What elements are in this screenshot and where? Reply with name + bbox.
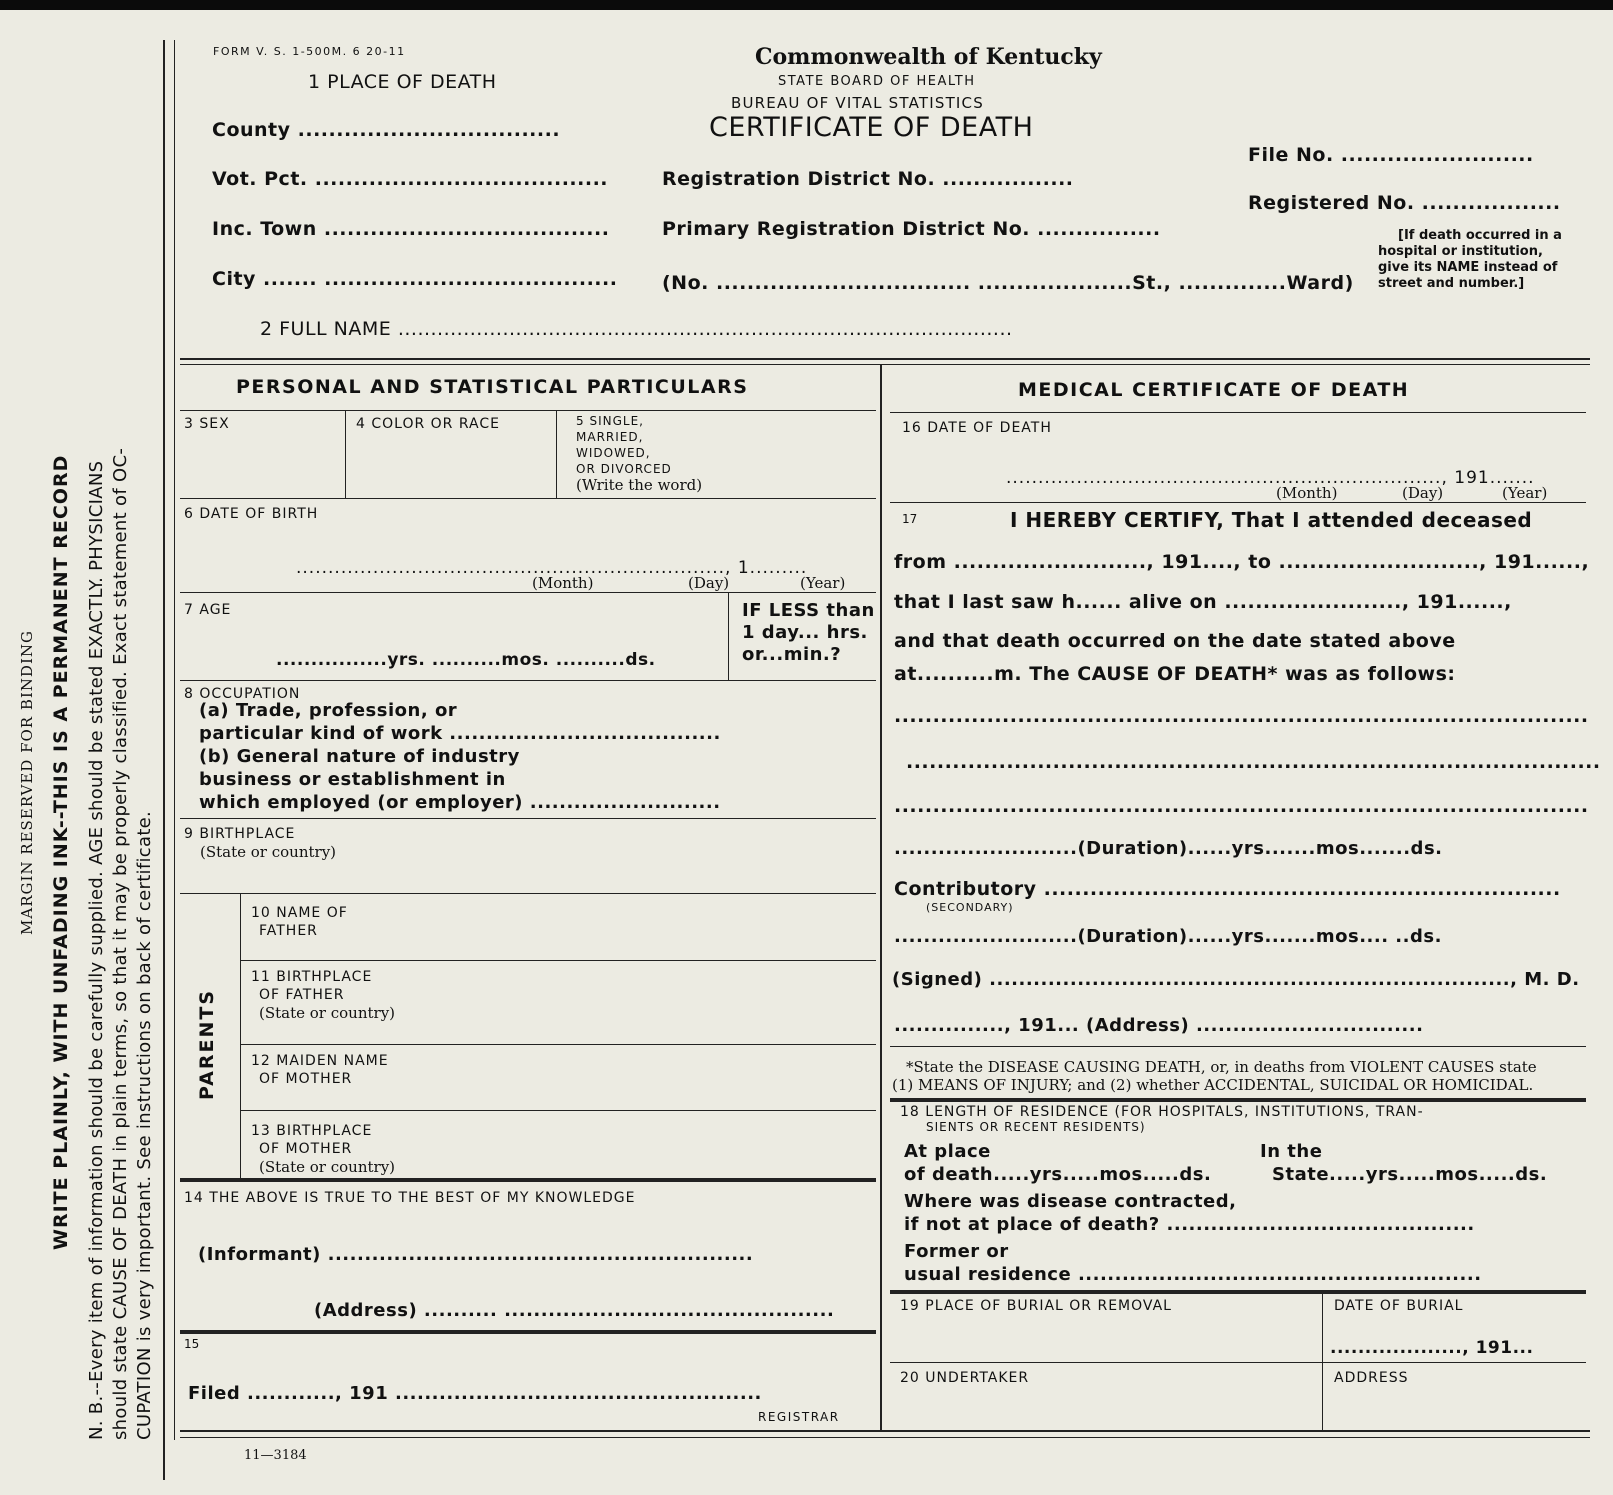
column-divider (880, 364, 882, 1430)
mother-name-label: 12 MAIDEN NAME OF MOTHER (251, 1053, 389, 1087)
rule-father-birthplace (240, 1044, 876, 1045)
birth-date-label: 6 DATE OF BIRTH (184, 506, 319, 522)
rule-father-name (240, 960, 876, 961)
secondary-caption: (SECONDARY) (926, 901, 1014, 914)
race-marital-divider (556, 410, 557, 498)
race-label: 4 COLOR OR RACE (356, 416, 500, 432)
parents-label: PARENTS (196, 988, 218, 1100)
death-year-caption: (Year) (1502, 484, 1548, 502)
header-divider-thin (180, 364, 1590, 365)
informant-field[interactable]: (Informant) .......................................................... (198, 1244, 754, 1265)
occupation-label: 8 OCCUPATION (184, 686, 301, 702)
rule-medical-heading (890, 412, 1586, 413)
cause-of-death-label[interactable]: at..........m. The CAUSE OF DEATH* was as follows: (894, 663, 1456, 685)
undertaker-label: 20 UNDERTAKER (900, 1370, 1030, 1386)
street-ward-field[interactable]: (No. ................................. ....................St., ..............Ward) (662, 272, 1354, 294)
occupation-a-field[interactable]: particular kind of work ..................................... (199, 723, 721, 744)
item-15-label: 15 (184, 1337, 200, 1351)
file-number-field[interactable]: File No. ......................... (1248, 144, 1534, 166)
hospital-note: [If death occurred in a hospital or institution, give its NAME instead of street and number.] (1378, 228, 1562, 291)
physician-signature-field[interactable]: (Signed) ......................................................................., M. D. (892, 969, 1580, 990)
margin-rule (163, 40, 165, 1480)
full-name-field[interactable]: 2 FULL NAME .............................................................................................. (260, 318, 1013, 340)
residence-label-2: SIENTS OR RECENT RESIDENTS) (926, 1120, 1146, 1134)
burial-place-label: 19 PLACE OF BURIAL OR REMOVAL (900, 1298, 1172, 1314)
top-edge (0, 0, 1613, 10)
burial-date-label: DATE OF BURIAL (1334, 1298, 1464, 1314)
birth-year-caption: (Year) (800, 574, 846, 592)
medical-heading: MEDICAL CERTIFICATE OF DEATH (1018, 379, 1410, 401)
marital-status-label: 5 SINGLE, MARRIED, WIDOWED, OR DIVORCED (Write the word) (576, 414, 703, 494)
cause-line-1[interactable]: .......................................................................................... (894, 705, 1589, 727)
death-date-label: 16 DATE OF DEATH (902, 420, 1052, 436)
occupation-b-label-2: business or establishment in (199, 769, 506, 790)
employer-field[interactable]: which employed (or employer) .......................... (199, 792, 721, 813)
instructions-line-1: N. B.--Every item of information should be carefully supplied. AGE should be stated EXACTLY. PHYSICIANS (86, 460, 107, 1440)
last-seen-field[interactable]: that I last saw h...... alive on ......................., 191......, (894, 591, 1512, 613)
less-than-day-label: IF LESS than 1 day... hrs. or...min.? (742, 600, 875, 665)
county-field[interactable]: County .................................. (212, 119, 561, 141)
birth-date-field[interactable]: ..................................................................., 1......... (296, 558, 808, 578)
age-divider (728, 592, 729, 680)
sex-label: 3 SEX (184, 416, 230, 432)
bottom-rule (180, 1430, 1590, 1432)
rule-after-occupation (180, 818, 876, 819)
state-name: Commonwealth of Kentucky (755, 44, 1102, 70)
death-date-field[interactable]: ...................................................................., 191....... (1006, 468, 1535, 488)
instructions-line-2: should state CAUSE OF DEATH in plain terms, so that it may be properly classified. Exact statement of OC- (110, 447, 131, 1440)
disease-contracted-label: Where was disease contracted, (904, 1191, 1237, 1212)
residence-place-field[interactable]: of death.....yrs.....mos.....ds. (904, 1164, 1212, 1185)
occupation-b-label: (b) General nature of industry (199, 746, 520, 767)
father-birthplace-label: 11 BIRTHPLACE OF FATHER (State or country) (251, 969, 396, 1022)
rule-after-dod (890, 502, 1586, 503)
registered-number-field[interactable]: Registered No. .................. (1248, 192, 1561, 214)
personal-heading: PERSONAL AND STATISTICAL PARTICULARS (236, 376, 749, 398)
rule-after-birthplace (180, 893, 876, 894)
registrar-label: REGISTRAR (758, 1410, 840, 1424)
occupation-a-label: (a) Trade, profession, or (199, 700, 458, 721)
in-the-label: In the (1260, 1141, 1323, 1162)
death-day-caption: (Day) (1402, 484, 1444, 502)
former-residence-field[interactable]: usual residence ....................................................... (904, 1264, 1482, 1285)
sex-color-divider (345, 410, 346, 498)
cause-line-2[interactable]: .......................................................................................... (906, 751, 1601, 773)
rule-after-sex (180, 498, 876, 499)
binding-margin-label: MARGIN RESERVED FOR BINDING (18, 630, 36, 935)
age-field[interactable]: ................yrs. ..........mos. ..........ds. (276, 650, 656, 670)
inc-town-field[interactable]: Inc. Town ..................................... (212, 218, 610, 240)
violent-causes-note-2: (1) MEANS OF INJURY; and (2) whether ACCIDENTAL, SUICIDAL OR HOMICIDAL. (892, 1076, 1534, 1094)
contributory-field[interactable]: Contributory ................................................................... (894, 878, 1561, 900)
undertaker-address-label: ADDRESS (1334, 1370, 1409, 1386)
parents-divider (240, 893, 241, 1179)
vot-pct-field[interactable]: Vot. Pct. ...................................... (212, 168, 609, 190)
board-name: STATE BOARD OF HEALTH (778, 74, 976, 89)
rule-after-dob (180, 592, 876, 593)
father-name-label: 10 NAME OF FATHER (251, 905, 348, 939)
filed-field[interactable]: Filed ............, 191 .................................................. (188, 1383, 762, 1404)
rule-after-age (180, 680, 876, 681)
rule-after-burial (890, 1362, 1586, 1363)
bureau-name: BUREAU OF VITAL STATISTICS (731, 94, 984, 112)
rule-personal-heading (180, 410, 876, 411)
rule-after-note (890, 1098, 1586, 1102)
violent-causes-note-1: *State the DISEASE CAUSING DEATH, or, in deaths from VIOLENT CAUSES state (906, 1058, 1537, 1076)
duration-secondary-field[interactable]: .........................(Duration)......yrs.......mos.... ..ds. (894, 926, 1442, 947)
informant-address-field[interactable]: (Address) .......... ............................................. (314, 1300, 835, 1321)
rule-after-signature (890, 1046, 1586, 1047)
residence-state-field[interactable]: State.....yrs.....mos.....ds. (1272, 1164, 1548, 1185)
registration-district-field[interactable]: Registration District No. ................. (662, 168, 1074, 190)
rule-after-informant (180, 1330, 876, 1334)
knowledge-statement: 14 THE ABOVE IS TRUE TO THE BEST OF MY KNOWLEDGE (184, 1190, 636, 1206)
duration-primary-field[interactable]: .........................(Duration)......yrs.......mos.......ds. (894, 838, 1443, 859)
at-place-label: At place (904, 1141, 991, 1162)
rule-after-residence (890, 1290, 1586, 1294)
birth-day-caption: (Day) (688, 574, 730, 592)
birthplace-caption: (State or country) (200, 843, 337, 861)
attendance-dates-field[interactable]: from ........................., 191...., to .........................., 191......, (894, 551, 1590, 573)
bottom-rule-thin (180, 1437, 1590, 1438)
city-field[interactable]: City ....... ...................................... (212, 268, 618, 290)
physician-date-address-field[interactable]: ..............., 191... (Address) ............................... (894, 1015, 1424, 1036)
death-month-caption: (Month) (1276, 484, 1338, 502)
instructions-line-3: CUPATION is very important. See instructions on back of certificate. (134, 810, 155, 1440)
disease-contracted-field[interactable]: if not at place of death? .......................................... (904, 1214, 1475, 1235)
form-code: FORM V. S. 1-500M. 6 20-11 (213, 45, 406, 58)
primary-district-field[interactable]: Primary Registration District No. ................ (662, 218, 1161, 240)
ink-notice: WRITE PLAINLY, WITH UNFADING INK--THIS IS A PERMANENT RECORD (50, 454, 72, 1250)
cause-line-3[interactable]: .......................................................................................... (894, 795, 1589, 817)
former-residence-label: Former or (904, 1241, 1009, 1262)
rule-mother-name (240, 1110, 876, 1111)
residence-label: 18 LENGTH OF RESIDENCE (FOR HOSPITALS, INSTITUTIONS, TRAN- (900, 1104, 1424, 1120)
form-footer-code: 11—3184 (244, 1448, 307, 1463)
rule-after-parents (180, 1178, 876, 1182)
birthplace-label: 9 BIRTHPLACE (184, 826, 296, 842)
certify-statement: I HEREBY CERTIFY, That I attended deceased (1010, 508, 1533, 532)
death-occurred-statement: and that death occurred on the date stated above (894, 630, 1456, 652)
mother-birthplace-label: 13 BIRTHPLACE OF MOTHER (State or country) (251, 1123, 396, 1176)
age-label: 7 AGE (184, 602, 232, 618)
burial-date-field[interactable]: ..................., 191... (1330, 1338, 1534, 1358)
document-title: CERTIFICATE OF DEATH (709, 112, 1034, 143)
burial-divider (1322, 1292, 1323, 1430)
form-left-border (174, 40, 175, 1440)
item-17-label: 17 (902, 512, 918, 526)
birth-month-caption: (Month) (532, 574, 594, 592)
place-of-death-heading: 1 PLACE OF DEATH (308, 71, 497, 93)
header-divider (180, 358, 1590, 360)
